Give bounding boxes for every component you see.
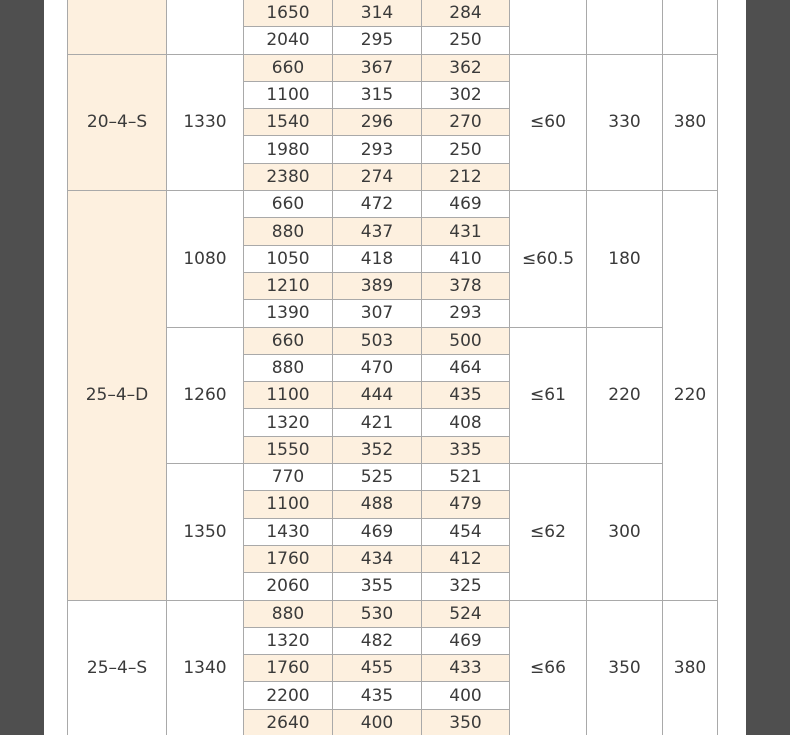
model-cell: 20–4–S [68, 54, 167, 190]
value-b-cell: 296 [333, 109, 422, 136]
value-c-cell: 412 [422, 545, 510, 572]
col6-cell: ≤60 [510, 54, 587, 190]
col2-cell: 1330 [167, 54, 244, 190]
value-c-cell: 435 [422, 382, 510, 409]
model-cell: 25–4–D [68, 191, 167, 600]
value-b-cell: 444 [333, 382, 422, 409]
spec-table [67, 0, 718, 735]
table-row [68, 600, 718, 627]
value-c-cell: 362 [422, 54, 510, 81]
value-b-cell: 434 [333, 545, 422, 572]
value-c-cell: 293 [422, 300, 510, 327]
value-b-cell: 274 [333, 163, 422, 190]
value-c-cell: 350 [422, 709, 510, 735]
value-c-cell: 464 [422, 354, 510, 381]
document-page [44, 0, 746, 735]
value-c-cell: 410 [422, 245, 510, 272]
value-a-cell: 1100 [244, 491, 333, 518]
value-a-cell: 1390 [244, 300, 333, 327]
value-c-cell: 212 [422, 163, 510, 190]
value-a-cell: 1980 [244, 136, 333, 163]
value-b-cell: 470 [333, 354, 422, 381]
value-c-cell: 302 [422, 81, 510, 108]
col7-cell: 220 [587, 327, 663, 463]
col2-cell: 1340 [167, 600, 244, 735]
value-a-cell: 880 [244, 600, 333, 627]
value-a-cell: 880 [244, 218, 333, 245]
value-c-cell: 500 [422, 327, 510, 354]
col6-cell: ≤60.5 [510, 191, 587, 327]
value-c-cell: 524 [422, 600, 510, 627]
value-a-cell: 1430 [244, 518, 333, 545]
value-c-cell: 431 [422, 218, 510, 245]
value-c-cell: 408 [422, 409, 510, 436]
col6-cell [510, 0, 587, 54]
value-c-cell: 400 [422, 682, 510, 709]
value-c-cell: 433 [422, 655, 510, 682]
value-a-cell: 660 [244, 191, 333, 218]
value-b-cell: 488 [333, 491, 422, 518]
col2-cell: 1080 [167, 191, 244, 327]
value-a-cell: 2200 [244, 682, 333, 709]
col2-cell: 1350 [167, 464, 244, 600]
value-b-cell: 355 [333, 573, 422, 600]
value-b-cell: 295 [333, 27, 422, 54]
col6-cell: ≤66 [510, 600, 587, 735]
value-a-cell: 2640 [244, 709, 333, 735]
col2-cell: 1260 [167, 327, 244, 463]
value-b-cell: 400 [333, 709, 422, 735]
col8-cell: 380 [663, 54, 718, 190]
col2-cell [167, 0, 244, 54]
value-b-cell: 314 [333, 0, 422, 27]
value-b-cell: 418 [333, 245, 422, 272]
value-a-cell: 2040 [244, 27, 333, 54]
value-a-cell: 1650 [244, 0, 333, 27]
value-a-cell: 2060 [244, 573, 333, 600]
col8-cell: 380 [663, 600, 718, 735]
value-a-cell: 1540 [244, 109, 333, 136]
value-b-cell: 389 [333, 272, 422, 299]
value-c-cell: 378 [422, 272, 510, 299]
value-b-cell: 352 [333, 436, 422, 463]
value-c-cell: 521 [422, 464, 510, 491]
spec-table-body [68, 0, 718, 735]
table-row [68, 0, 718, 27]
value-b-cell: 293 [333, 136, 422, 163]
col8-cell [663, 0, 718, 54]
value-b-cell: 530 [333, 600, 422, 627]
value-c-cell: 250 [422, 27, 510, 54]
value-c-cell: 469 [422, 627, 510, 654]
value-b-cell: 435 [333, 682, 422, 709]
value-a-cell: 660 [244, 327, 333, 354]
value-b-cell: 455 [333, 655, 422, 682]
value-a-cell: 1320 [244, 627, 333, 654]
table-row [68, 191, 718, 218]
value-a-cell: 880 [244, 354, 333, 381]
value-c-cell: 469 [422, 191, 510, 218]
value-a-cell: 1100 [244, 81, 333, 108]
value-b-cell: 437 [333, 218, 422, 245]
value-b-cell: 307 [333, 300, 422, 327]
col7-cell: 300 [587, 464, 663, 600]
model-cell: 25–4–S [68, 600, 167, 735]
value-b-cell: 315 [333, 81, 422, 108]
value-a-cell: 1760 [244, 545, 333, 572]
value-a-cell: 1760 [244, 655, 333, 682]
value-b-cell: 503 [333, 327, 422, 354]
value-c-cell: 479 [422, 491, 510, 518]
value-c-cell: 325 [422, 573, 510, 600]
col7-cell [587, 0, 663, 54]
value-b-cell: 472 [333, 191, 422, 218]
value-c-cell: 454 [422, 518, 510, 545]
col6-cell: ≤62 [510, 464, 587, 600]
value-b-cell: 469 [333, 518, 422, 545]
value-a-cell: 660 [244, 54, 333, 81]
value-c-cell: 250 [422, 136, 510, 163]
value-a-cell: 1050 [244, 245, 333, 272]
col7-cell: 350 [587, 600, 663, 735]
value-a-cell: 1550 [244, 436, 333, 463]
value-a-cell: 2380 [244, 163, 333, 190]
model-cell [68, 0, 167, 54]
col7-cell: 330 [587, 54, 663, 190]
col8-cell: 220 [663, 191, 718, 600]
table-row [68, 54, 718, 81]
value-c-cell: 284 [422, 0, 510, 27]
col6-cell: ≤61 [510, 327, 587, 463]
value-b-cell: 525 [333, 464, 422, 491]
value-c-cell: 270 [422, 109, 510, 136]
value-c-cell: 335 [422, 436, 510, 463]
value-b-cell: 482 [333, 627, 422, 654]
value-a-cell: 1320 [244, 409, 333, 436]
value-b-cell: 421 [333, 409, 422, 436]
col7-cell: 180 [587, 191, 663, 327]
value-b-cell: 367 [333, 54, 422, 81]
value-a-cell: 1100 [244, 382, 333, 409]
value-a-cell: 770 [244, 464, 333, 491]
value-a-cell: 1210 [244, 272, 333, 299]
